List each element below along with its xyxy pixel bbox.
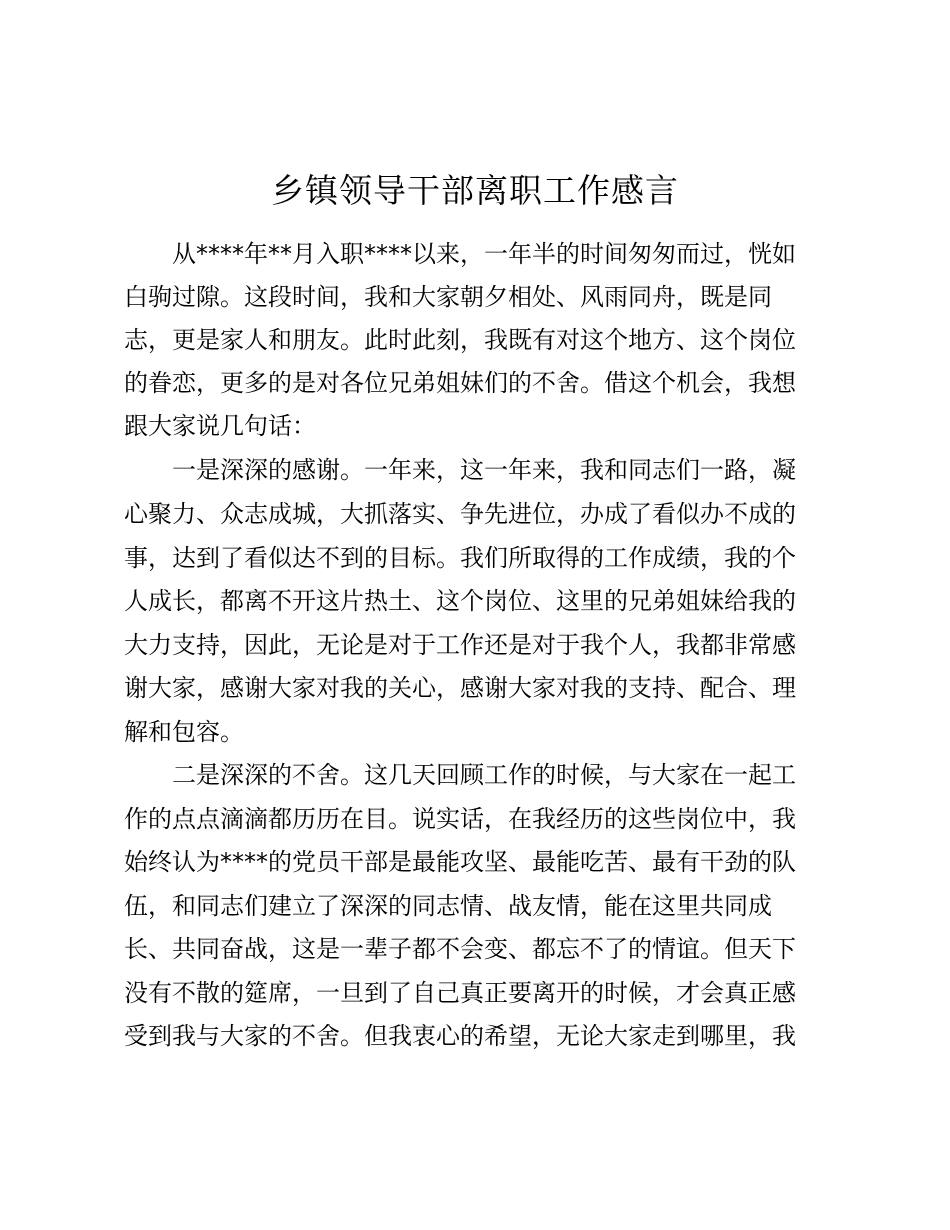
paragraph-line: 从****年**月入职****以来，一年半的时间匆匆而过，恍如 bbox=[172, 240, 796, 268]
paragraph-line: 人成长，都离不开这片热土、这个岗位、这里的兄弟姐妹给我的 bbox=[124, 587, 796, 615]
paragraph-line: 跟大家说几句话： bbox=[124, 412, 316, 440]
paragraph-line: 解和包容。 bbox=[124, 718, 244, 746]
paragraph-line: 谢大家，感谢大家对我的关心，感谢大家对我的支持、配合、理 bbox=[124, 674, 796, 702]
paragraph-line: 作的点点滴滴都历历在目。说实话，在我经历的这些岗位中，我 bbox=[124, 805, 796, 833]
paragraph-line: 始终认为****的党员干部是最能攻坚、最能吃苦、最有干劲的队 bbox=[124, 848, 796, 876]
paragraph-line: 没有不散的筵席，一旦到了自己真正要离开的时候，才会真正感 bbox=[124, 979, 796, 1007]
paragraph-line: 大力支持，因此，无论是对于工作还是对于我个人，我都非常感 bbox=[124, 631, 796, 659]
paragraph-line: 白驹过隙。这段时间，我和大家朝夕相处、风雨同舟，既是同 bbox=[124, 283, 772, 311]
paragraph-line: 受到我与大家的不舍。但我衷心的希望，无论大家走到哪里，我 bbox=[124, 1022, 796, 1050]
paragraph-line: 的眷恋，更多的是对各位兄弟姐妹们的不舍。借这个机会，我想 bbox=[124, 369, 796, 397]
paragraph-line: 一是深深的感谢。一年来，这一年来，我和同志们一路，凝 bbox=[172, 456, 796, 484]
paragraph-line: 事，达到了看似达不到的目标。我们所取得的工作成绩，我的个 bbox=[124, 544, 796, 572]
paragraph-line: 伍，和同志们建立了深深的同志情、战友情，能在这里共同成 bbox=[124, 892, 772, 920]
paragraph-line: 心聚力、众志成城，大抓落实、争先进位，办成了看似办不成的 bbox=[124, 500, 796, 528]
paragraph-line: 二是深深的不舍。这几天回顾工作的时候，与大家在一起工 bbox=[172, 761, 796, 789]
paragraph-line: 长、共同奋战，这是一辈子都不会变、都忘不了的情谊。但天下 bbox=[124, 935, 796, 963]
document-title: 乡镇领导干部离职工作感言 bbox=[271, 171, 679, 210]
paragraph-line: 志，更是家人和朋友。此时此刻，我既有对这个地方、这个岗位 bbox=[124, 326, 796, 354]
